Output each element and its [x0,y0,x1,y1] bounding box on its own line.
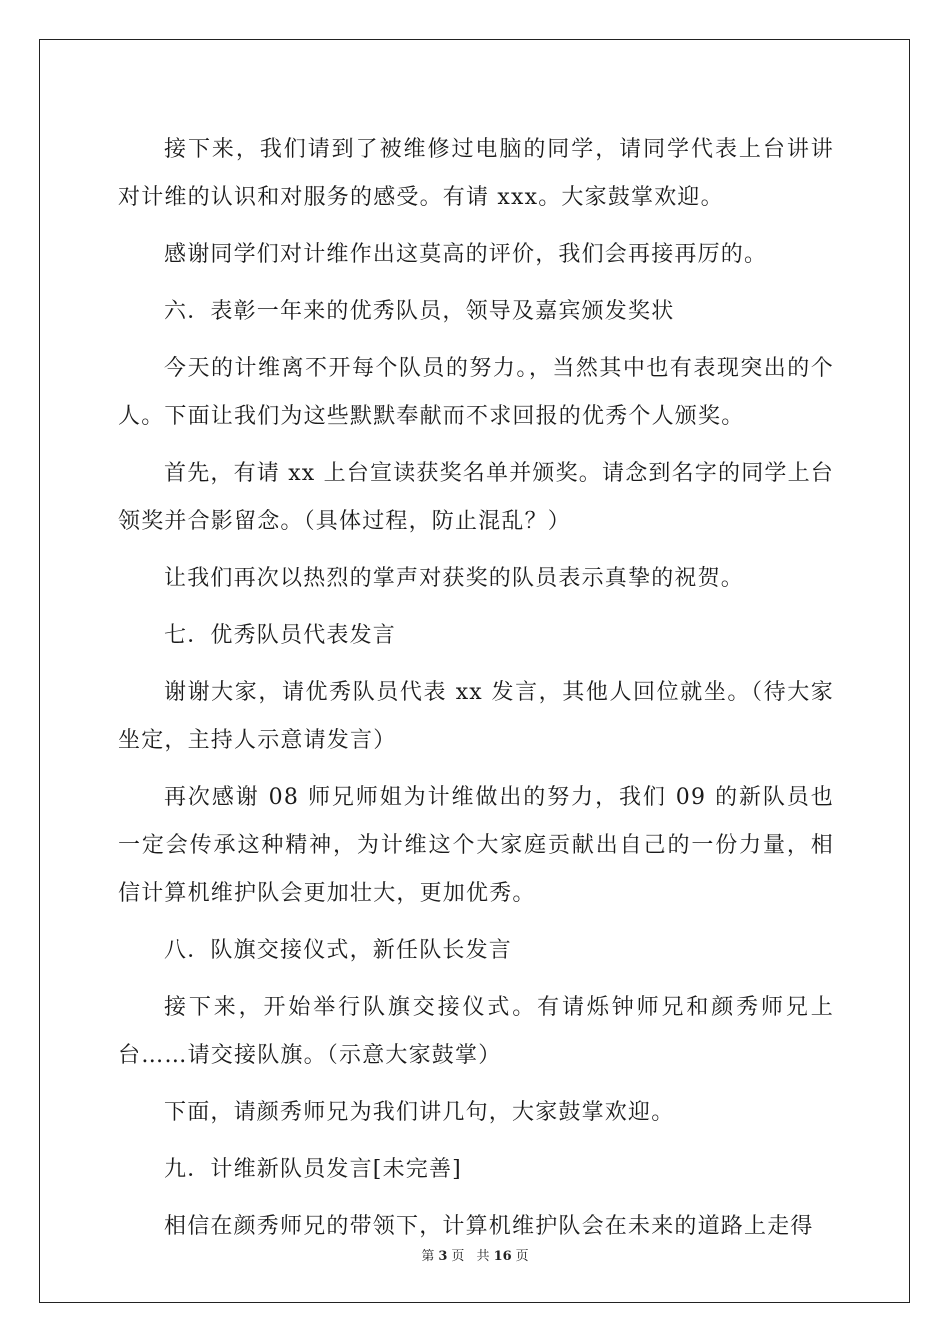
total-indicator [475,1249,531,1264]
paragraph: 谢谢大家，请优秀队员代表 xx 发言，其他人回位就坐。（待大家坐定，主持人示意请发言） [118,680,834,753]
total-number: 16 [493,1249,512,1264]
paragraph: 感谢同学们对计维作出这莫高的评价，我们会再接再厉的。 [164,242,768,267]
section-heading: 六．表彰一年来的优秀队员，领导及嘉宾颁发奖状 [164,299,675,324]
section-heading: 九．计维新队员发言[未完善] [164,1157,462,1182]
paragraph: 下面，请颜秀师兄为我们讲几句，大家鼓掌欢迎。 [164,1100,675,1125]
document-body [118,126,834,1260]
paragraph: 今天的计维离不开每个队员的努力。，当然其中也有表现突出的个人。下面让我们为这些默默奉献而不求回报的优秀个人颁奖。 [118,356,834,429]
page-footer [0,1245,950,1264]
page-indicator [419,1249,466,1264]
section-heading: 七．优秀队员代表发言 [164,623,397,648]
section-heading: 八．队旗交接仪式，新任队长发言 [164,938,513,963]
page-suffix: 页 [451,1249,465,1264]
page-number: 3 [438,1249,448,1264]
paragraph: 首先，有请 xx 上台宣读获奖名单并颁奖。请念到名字的同学上台领奖并合影留念。（具体过程，防止混乱？） [118,461,835,534]
total-suffix: 页 [515,1249,529,1264]
total-prefix: 共 [476,1249,490,1264]
page-prefix: 第 [421,1249,435,1264]
paragraph: 让我们再次以热烈的掌声对获奖的队员表示真挚的祝贺。 [164,566,745,591]
paragraph: 接下来，我们请到了被维修过电脑的同学，请同学代表上台讲讲对计维的认识和对服务的感受。有请 xxx。大家鼓掌欢迎。 [118,137,834,210]
paragraph: 相信在颜秀师兄的带领下，计算机维护队会在未来的道路上走得 [164,1214,814,1239]
paragraph: 再次感谢 08 师兄师姐为计维做出的努力，我们 09 的新队员也一定会传承这种精神，为计维这个大家庭贡献出自己的一份力量，相信计算机维护队会更加壮大，更加优秀。 [118,785,834,906]
paragraph: 接下来，开始举行队旗交接仪式。有请烁钟师兄和颜秀师兄上台……请交接队旗。（示意大家鼓掌） [118,995,834,1068]
